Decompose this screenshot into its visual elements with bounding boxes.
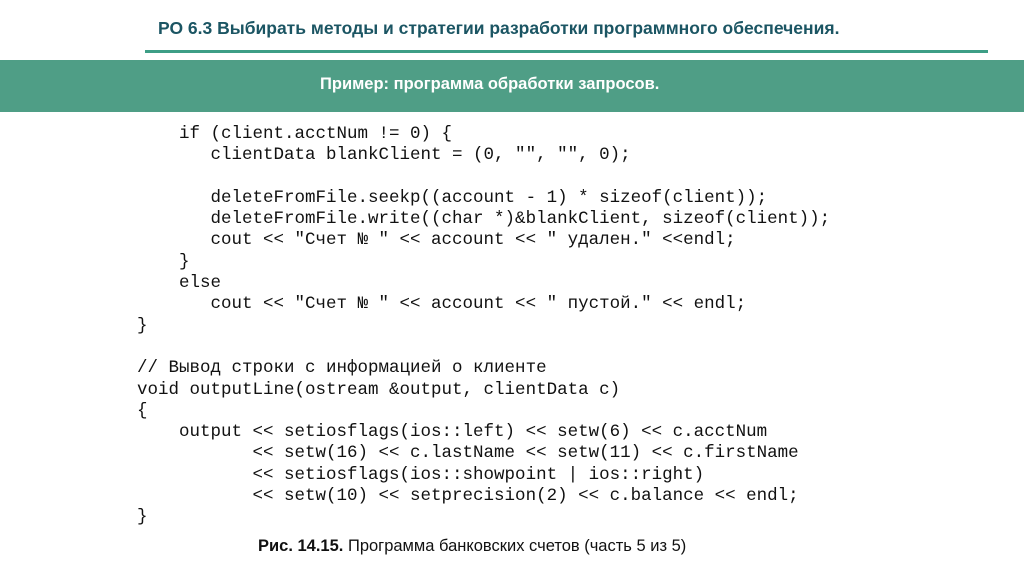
code-line: cout << "Счет № " << account << " удален." <<endl;	[137, 230, 736, 251]
code-line: if (client.acctNum != 0) {	[137, 124, 453, 144]
figure-label: Рис. 14.15.	[258, 537, 344, 555]
code-line: cout << "Счет № " << account << " пустой." << endl;	[137, 294, 747, 315]
code-line: void outputLine(ostream &output, clientData c)	[137, 379, 621, 400]
title-divider	[145, 50, 988, 53]
code-line: output << setiosflags(ios::left) << setw(6) << c.acctNum	[137, 422, 768, 443]
code-line: << setiosflags(ios::showpoint | ios::right)	[137, 464, 705, 485]
code-line: // Вывод строки с информацией о клиенте	[137, 358, 547, 379]
code-line	[137, 337, 830, 358]
code-listing	[137, 124, 830, 529]
code-line: << setw(16) << c.lastName << setw(11) << c.firstName	[137, 443, 799, 464]
code-line	[137, 167, 830, 188]
slide-title: РО 6.3 Выбирать методы и стратегии разработки программного обеспечения.	[158, 18, 840, 38]
figure-caption	[258, 537, 686, 556]
code-line: deleteFromFile.seekp((account - 1) * sizeof(client));	[137, 187, 768, 208]
code-line: << setw(10) << setprecision(2) << c.balance << endl;	[137, 486, 799, 507]
code-line: deleteFromFile.write((char *)&blankClient, sizeof(client));	[137, 209, 831, 230]
code-line: else	[137, 273, 222, 294]
code-line: clientData blankClient = (0, "", "", 0);	[137, 145, 631, 166]
code-line: }	[137, 507, 148, 528]
subtitle-text: Пример: программа обработки запросов.	[320, 75, 660, 93]
code-line: }	[137, 315, 148, 336]
code-line: {	[137, 400, 148, 421]
subtitle-banner	[0, 60, 1024, 112]
figure-caption-text: Программа банковских счетов (часть 5 из 5)	[343, 537, 687, 555]
code-line: }	[137, 251, 190, 272]
